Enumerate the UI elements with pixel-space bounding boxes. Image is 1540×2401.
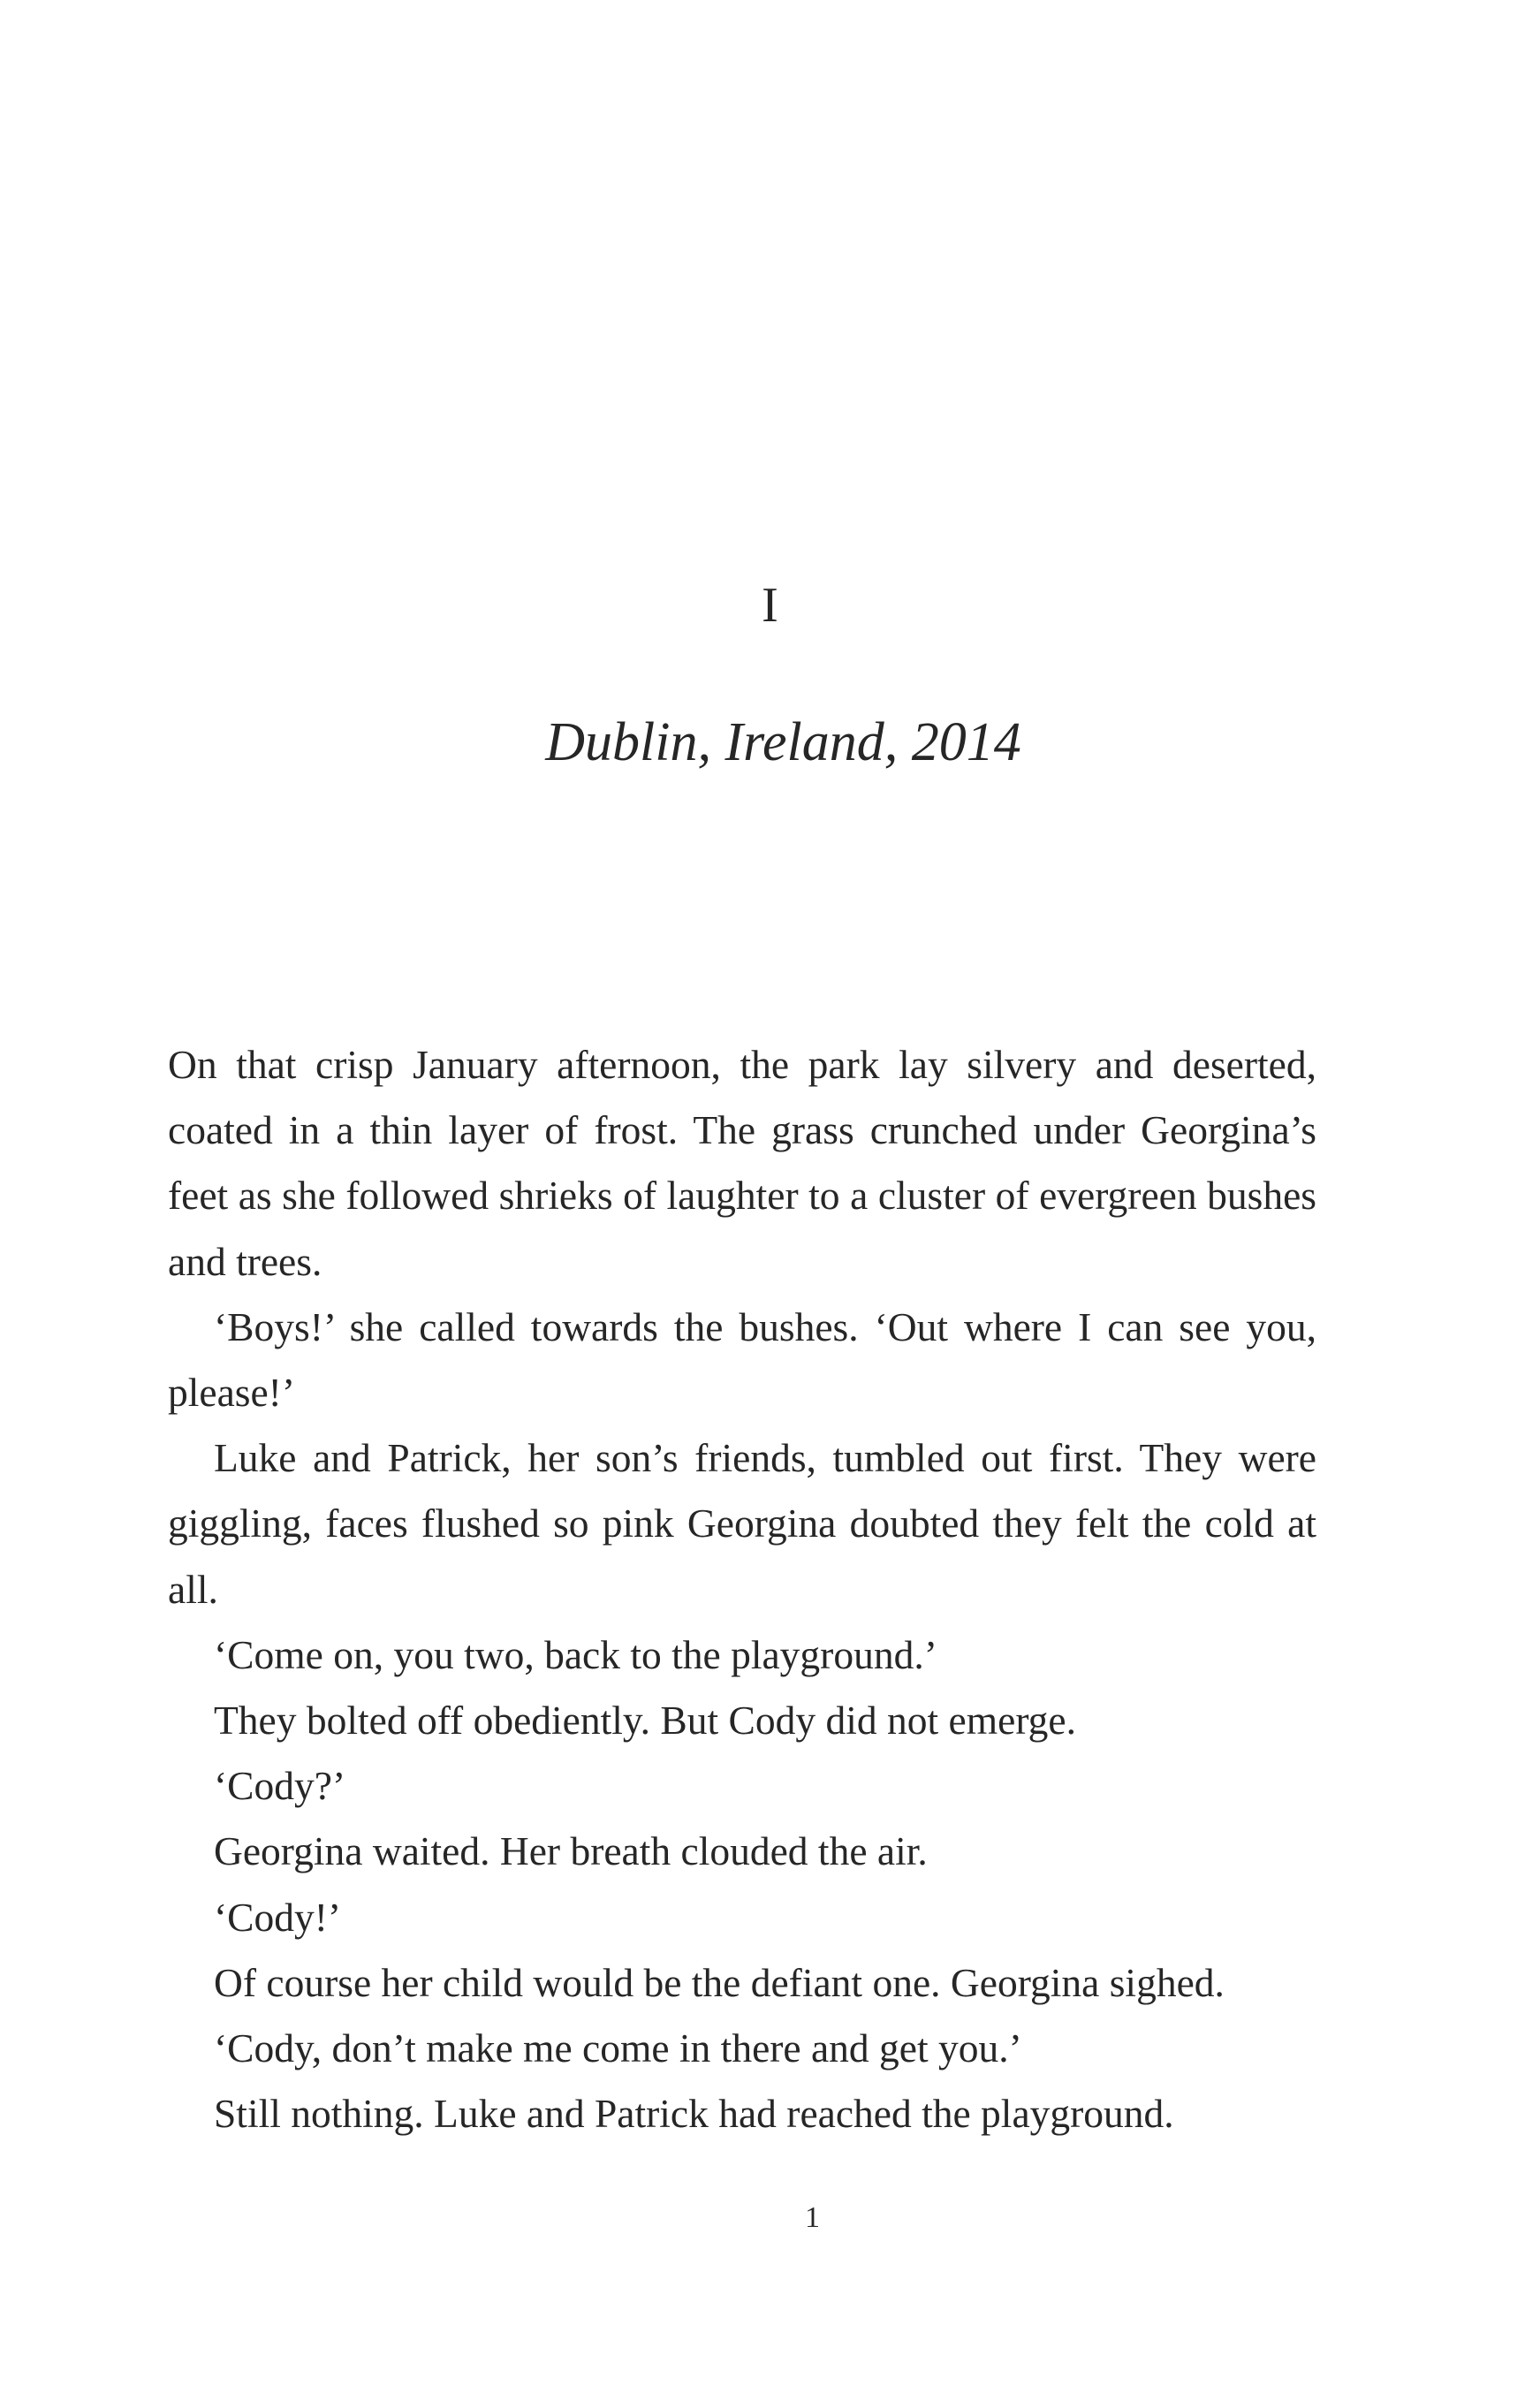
chapter-number: I	[762, 578, 778, 633]
chapter-subtitle: Dublin, Ireland, 2014	[545, 712, 1021, 772]
paragraph: ‘Cody!’	[214, 1894, 342, 1940]
paragraph: Luke and Patrick, her son’s friends, tumbled out first. They were giggling, faces flushed so pink Georgina doubted they felt the cold at all.	[168, 1435, 1316, 1612]
paragraph: Of course her child would be the defiant one. Georgina sighed.	[214, 1959, 1225, 2005]
paragraph: They bolted off obediently. But Cody did not emerge.	[214, 1698, 1076, 1744]
paragraph: On that crisp January afternoon, the park lay silvery and deserted, coated in a thin layer of frost. The grass crunched under Georgina’s feet as she followed shrieks of laughter to a cluster of evergreen bushes and trees.	[168, 1042, 1316, 1284]
paragraph: ‘Cody, don’t make me come in there and get you.’	[214, 2025, 1022, 2071]
paragraph: Still nothing. Luke and Patrick had reached the playground.	[214, 2091, 1174, 2137]
chapter-body	[168, 1032, 1316, 2146]
page-number: 1	[805, 2201, 820, 2234]
paragraph: ‘Boys!’ she called towards the bushes. ‘Out where I can see you, please!’	[168, 1303, 1316, 1416]
paragraph: ‘Cody?’	[214, 1763, 346, 1809]
paragraph: ‘Come on, you two, back to the playground.’	[214, 1631, 937, 1677]
paragraph: Georgina waited. Her breath clouded the air.	[214, 1828, 928, 1874]
